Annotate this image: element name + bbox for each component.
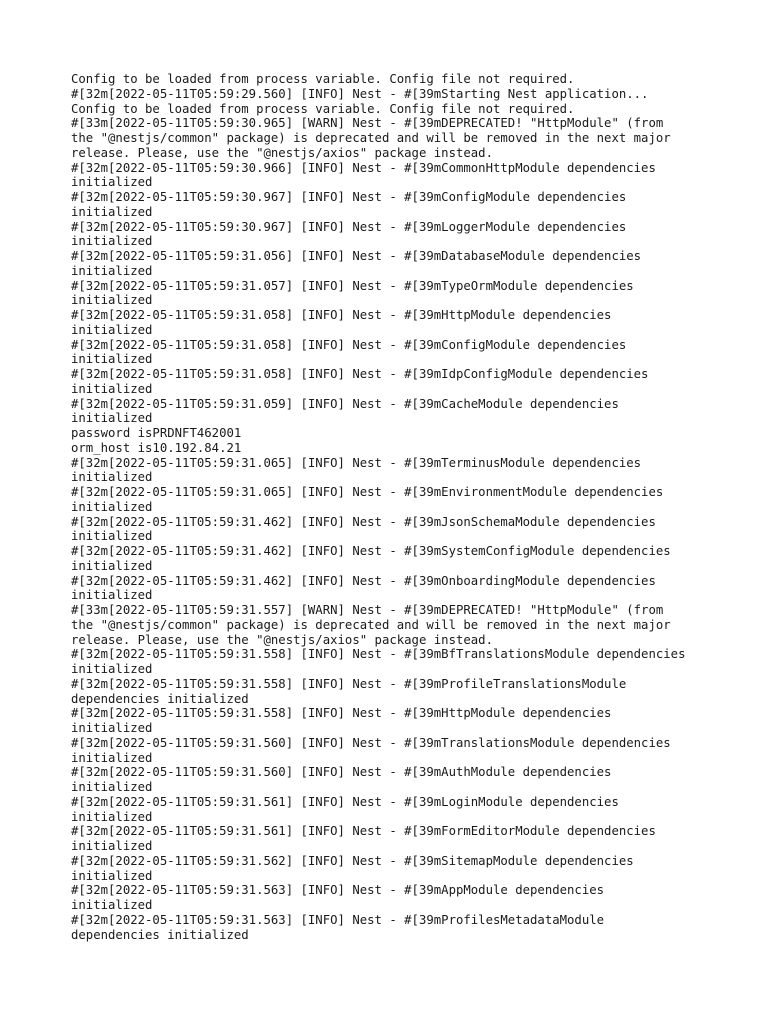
log-entry: #[32m[2022-05-11T05:59:31.058] [INFO] Nest - #[39mIdpConfigModule dependencies initialized bbox=[71, 367, 649, 396]
log-entry: #[32m[2022-05-11T05:59:30.967] [INFO] Nest - #[39mConfigModule dependencies initialized bbox=[71, 190, 627, 219]
log-entry: #[32m[2022-05-11T05:59:31.563] [INFO] Nest - #[39mProfilesMetadataModule dependencies initialized bbox=[71, 912, 605, 942]
log-entry-orm-host: orm_host is10.192.84.21 bbox=[71, 440, 242, 455]
log-entry: #[32m[2022-05-11T05:59:31.558] [INFO] Nest - #[39mHttpModule dependencies initialized bbox=[71, 706, 612, 735]
log-entry: #[32m[2022-05-11T05:59:31.561] [INFO] Nest - #[39mFormEditorModule dependencies initialized bbox=[71, 824, 656, 853]
log-entry: #[32m[2022-05-11T05:59:31.462] [INFO] Nest - #[39mJsonSchemaModule dependencies initialized bbox=[71, 514, 656, 544]
log-entry: #[32m[2022-05-11T05:59:31.058] [INFO] Nest - #[39mConfigModule dependencies initialized bbox=[71, 337, 627, 367]
log-entry: #[32m[2022-05-11T05:59:31.558] [INFO] Nest - #[39mProfileTranslationsModule dependencies initialized bbox=[71, 676, 627, 706]
log-entry: #[32m[2022-05-11T05:59:31.562] [INFO] Nest - #[39mSitemapModule dependencies initialized bbox=[71, 853, 634, 883]
log-entry: #[32m[2022-05-11T05:59:31.065] [INFO] Nest - #[39mTerminusModule dependencies initialized bbox=[71, 455, 642, 485]
log-entry: #[32m[2022-05-11T05:59:31.462] [INFO] Nest - #[39mSystemConfigModule dependencies initialized bbox=[71, 544, 671, 573]
log-entry: #[32m[2022-05-11T05:59:31.560] [INFO] Nest - #[39mTranslationsModule dependencies initialized bbox=[71, 735, 671, 765]
log-entry: #[32m[2022-05-11T05:59:31.065] [INFO] Nest - #[39mEnvironmentModule dependencies initialized bbox=[71, 485, 664, 514]
log-entry: #[32m[2022-05-11T05:59:30.966] [INFO] Nest - #[39mCommonHttpModule dependencies initialized bbox=[71, 160, 656, 190]
log-entry: #[32m[2022-05-11T05:59:31.058] [INFO] Nest - #[39mHttpModule dependencies initialized bbox=[71, 308, 612, 337]
log-document bbox=[71, 72, 711, 942]
log-entry: #[32m[2022-05-11T05:59:31.056] [INFO] Nest - #[39mDatabaseModule dependencies initialized bbox=[71, 249, 642, 278]
log-entry: #[32m[2022-05-11T05:59:31.561] [INFO] Nest - #[39mLoginModule dependencies initialized bbox=[71, 794, 619, 824]
log-entry-password: password isPRDNFT462001 bbox=[71, 426, 242, 440]
log-entry-warning: #[33m[2022-05-11T05:59:30.965] [WARN] Nest - #[39mDEPRECATED! "HttpModule" (from the "@nestjs/common" package) is deprecated and will be removed in the next major release. Please, use the "@nestjs/axios" package instead. bbox=[71, 116, 671, 160]
log-entry: Config to be loaded from process variable. Config file not required. bbox=[71, 101, 575, 116]
log-entry: #[32m[2022-05-11T05:59:30.967] [INFO] Nest - #[39mLoggerModule dependencies initialized bbox=[71, 219, 627, 249]
log-entry: #[32m[2022-05-11T05:59:31.563] [INFO] Nest - #[39mAppModule dependencies initialized bbox=[71, 883, 605, 912]
log-entry: #[32m[2022-05-11T05:59:31.059] [INFO] Nest - #[39mCacheModule dependencies initialized bbox=[71, 396, 619, 426]
log-entry: #[32m[2022-05-11T05:59:29.560] [INFO] Nest - #[39mStarting Nest application... bbox=[71, 86, 649, 101]
log-entry: #[32m[2022-05-11T05:59:31.057] [INFO] Nest - #[39mTypeOrmModule dependencies initialized bbox=[71, 278, 634, 308]
log-entry: #[32m[2022-05-11T05:59:31.462] [INFO] Nest - #[39mOnboardingModule dependencies initialized bbox=[71, 573, 656, 603]
log-entry: #[32m[2022-05-11T05:59:31.558] [INFO] Nest - #[39mBfTranslationsModule dependencies initialized bbox=[71, 647, 686, 676]
log-entry: Config to be loaded from process variable. Config file not required. bbox=[71, 72, 575, 86]
log-entry: #[32m[2022-05-11T05:59:31.560] [INFO] Nest - #[39mAuthModule dependencies initialized bbox=[71, 765, 612, 794]
log-entry-warning: #[33m[2022-05-11T05:59:31.557] [WARN] Nest - #[39mDEPRECATED! "HttpModule" (from the "@nestjs/common" package) is deprecated and will be removed in the next major release. Please, use the "@nestjs/axios" package instead. bbox=[71, 603, 671, 647]
